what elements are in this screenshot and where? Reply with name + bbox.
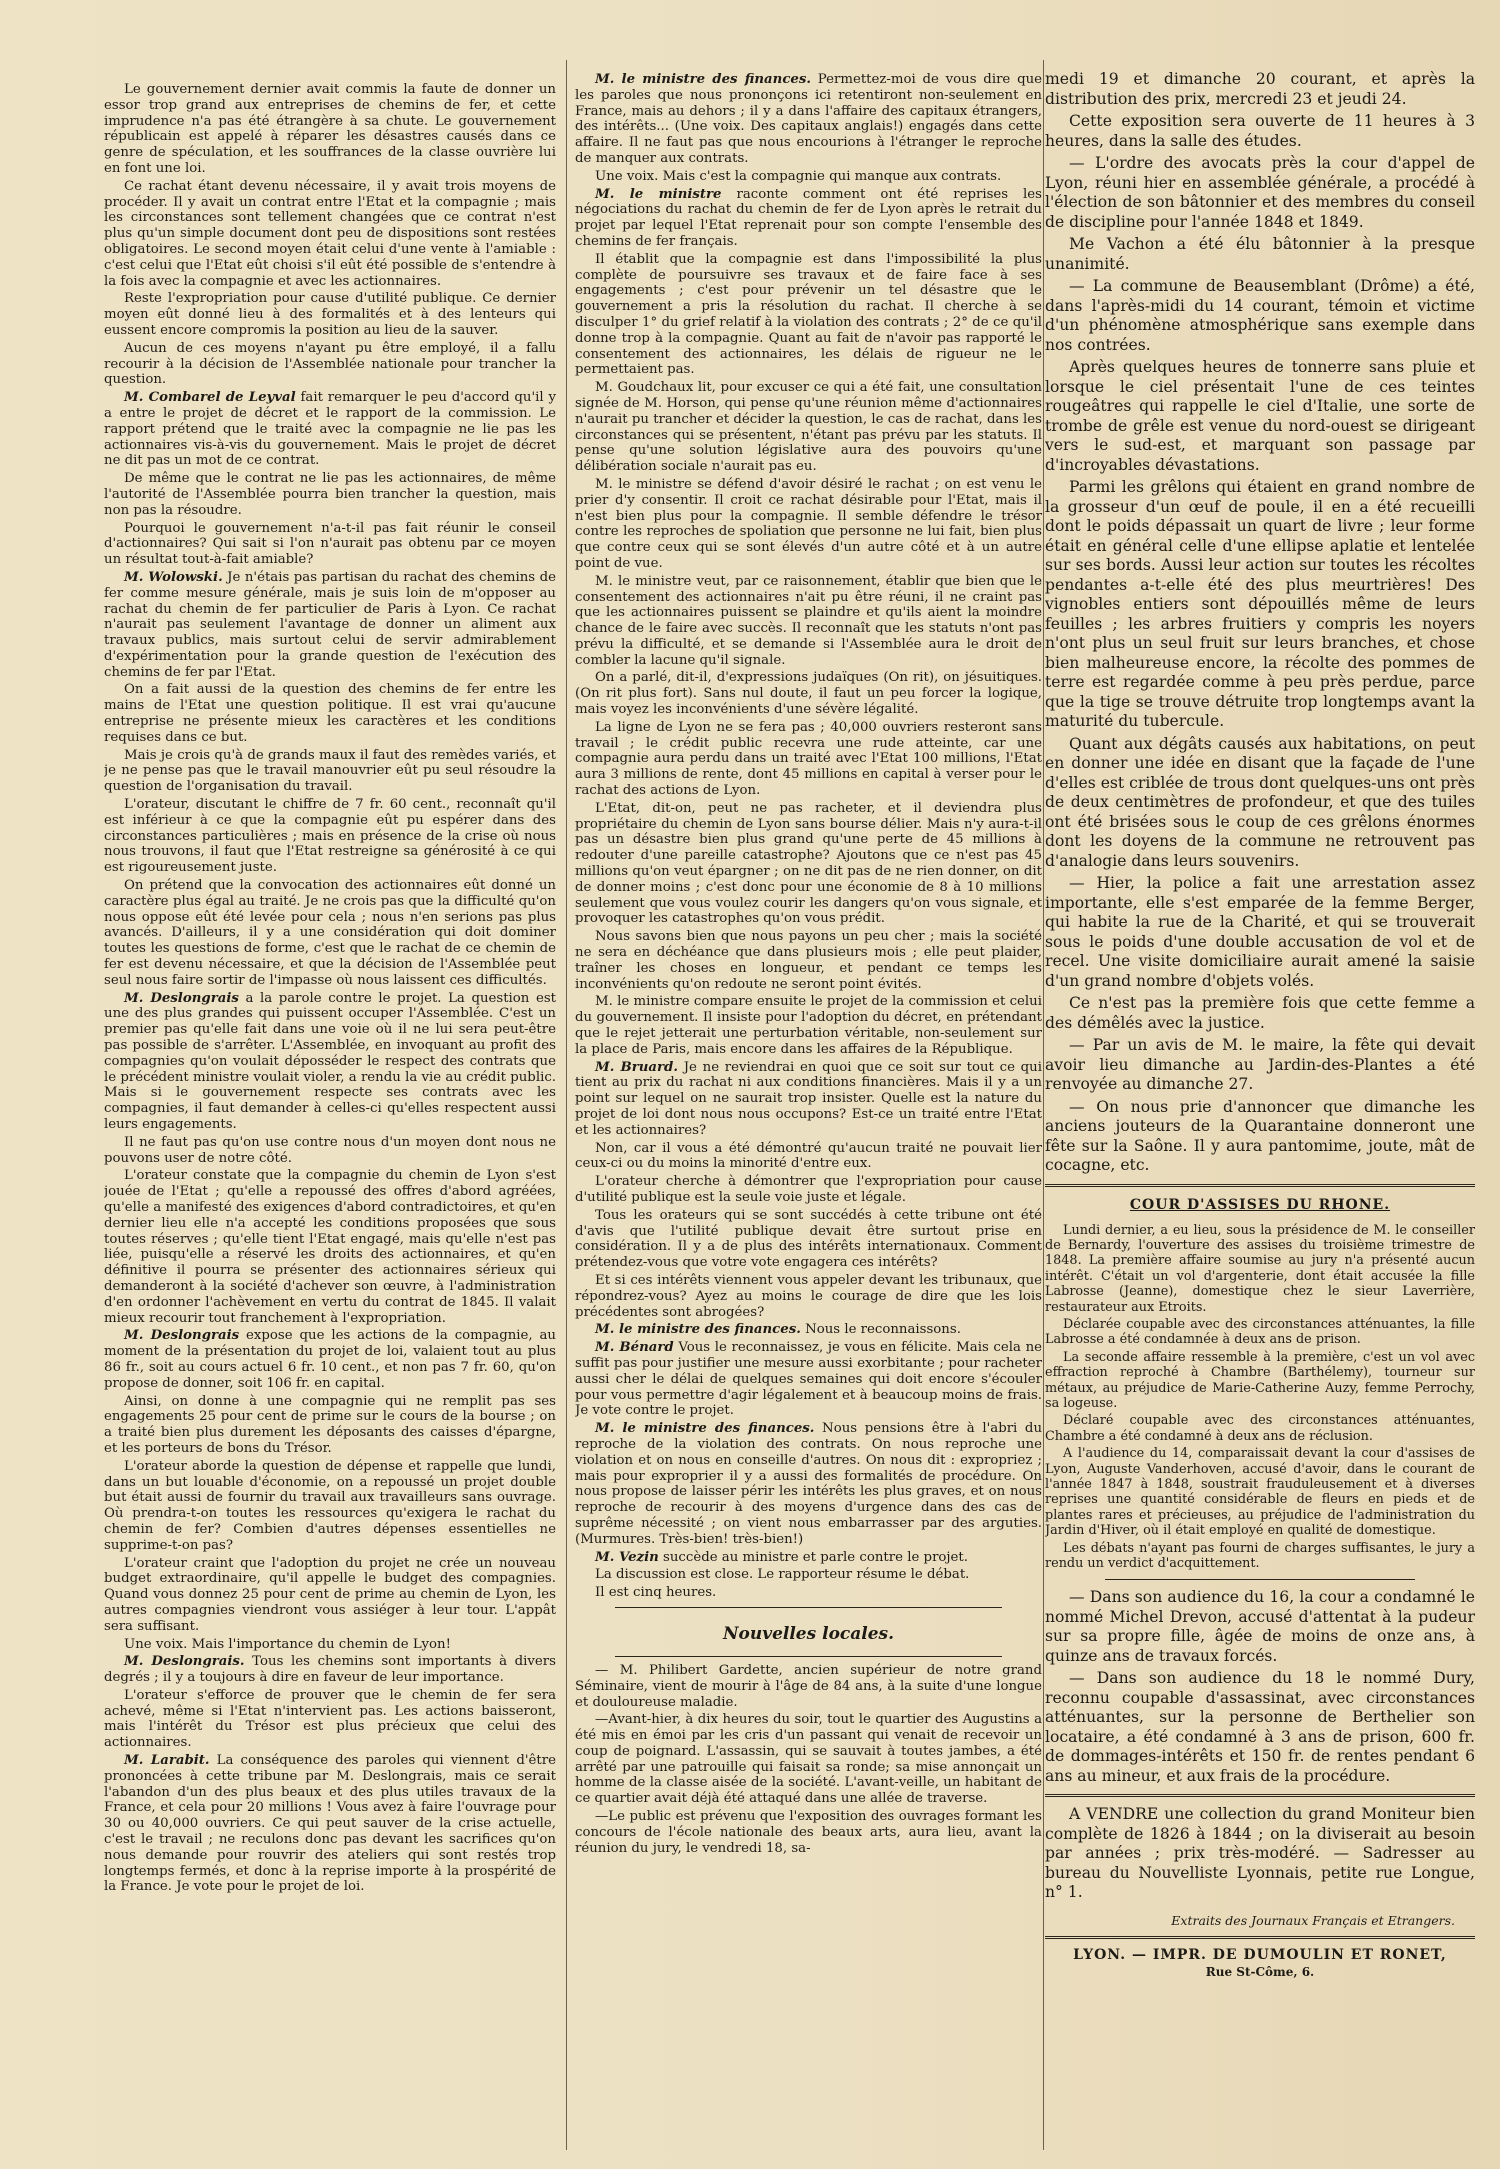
article-paragraph xyxy=(575,1567,1042,1583)
advertisement: A VENDRE une collection du grand Moniteur bien complète de 1826 à 1844 ; on la diviserait au besoin par années ; prix très-modéré. — Sadresser au bureau du Nouvelliste Lyonnais, petite rue Longue, n° 1. xyxy=(1045,1805,1475,1902)
paragraph-text: Ce n'est pas la première fois que cette femme a des démêlés avec la justice. xyxy=(1045,994,1475,1032)
paragraph-text: On a parlé, dit-il, d'expressions judaïques (On rit), on jésuitiques. (On rit plus fort). Sans nul doute, il faut un peu forcer la logique, mais voyez les inconvénients d'une sévère légalité. xyxy=(575,670,1042,718)
paragraph-text: La seconde affaire ressemble à la première, c'est un vol avec effraction reproché à Chambre (Barthélemy), tourneur sur métaux, au préjudice de Marie-Catherine Auzy, femme Perrochy, sa logeuse. xyxy=(1045,1349,1475,1411)
speaker-name: M. le ministre xyxy=(595,186,722,202)
paragraph-text: L'orateur cherche à démontrer que l'expropriation pour cause d'utilité publique est la seule voie juste et légale. xyxy=(575,1174,1042,1205)
article-paragraph xyxy=(104,179,556,290)
paragraph-text: On a fait aussi de la question des chemins de fer entre les mains de l'Etat une question politique. Il est vrai qu'aucune entreprise ne présente mieux les caractères et les conditions requises dans ce but. xyxy=(104,682,556,745)
article-paragraph xyxy=(575,1809,1042,1856)
article-paragraph xyxy=(104,570,556,681)
paragraph-text: — Dans son audience du 16, la cour a condamné le nommé Michel Drevon, accusé d'attentat à la pudeur sur sa propre fille, âgée de moins de onze ans, à quinze ans de travaux forcés. xyxy=(1045,1588,1475,1665)
article-paragraph xyxy=(104,291,556,338)
section-divider xyxy=(1105,1579,1415,1580)
article-paragraph xyxy=(104,1135,556,1167)
article-paragraph xyxy=(575,720,1042,799)
speaker-name: M. Deslongrais xyxy=(124,1328,240,1344)
paragraph-text: Une voix. Mais l'importance du chemin de Lyon! xyxy=(124,1636,451,1652)
paragraph-text: L'orateur craint que l'adoption du projet ne crée un nouveau budget extraordinaire, qu'il appelle le budget des compagnies. Quand vous donnez 25 pour cent de prime au chemin de Lyon, les autres compagnies viendront vous assiéger à leur tour. L'appât sera suffisant. xyxy=(104,1555,556,1634)
paragraph-text: M. le ministre compare ensuite le projet de la commission et celui du gouvernement. Il insiste pour l'adoption du décret, en prétendant que le rejet jetterait une perturbation véritable, non-seulement sur la place de Paris, mais encore dans les affaires de la République. xyxy=(575,994,1042,1057)
speaker-name: M. Bruard. xyxy=(595,1059,678,1075)
article-paragraph xyxy=(1045,478,1475,732)
article-paragraph xyxy=(104,1556,556,1635)
paragraph-text: a la parole contre le projet. La question est une des plus grandes qui puissent occuper l'Assemblée. C'est un premier pas qu'elle fait dans une voie où il ne lui sera peut-être pas possible de s'arrêter. L'Assemblée, en invoquant au profit des compagnies qu'on voulait déposséder le respect des contrats que le précédent ministre voulait violer, a rendu la vie au crédit public. Mais si le gouvernement respecte ses contrats avec les compagnies, il faut demander à celles-ci qu'elles respectent aussi leurs engagements. xyxy=(104,990,556,1132)
section-divider xyxy=(1045,1936,1475,1939)
paragraph-text: Vous le reconnaissez, je vous en félicite. Mais cela ne suffit pas pour justifier une mesure aussi exorbitante ; pour racheter aussi cher le délai de quelques semaines qui doit encore s'écouler pour vous permettre d'agir légalement et à beaucoup moins de frais. Je vote contre le projet. xyxy=(575,1340,1042,1419)
court-heading: COUR D'ASSISES DU RHONE. xyxy=(1129,1196,1391,1213)
speaker-name: M. Bénard xyxy=(595,1340,674,1356)
paragraph-text: —Avant-hier, à dix heures du soir, tout le quartier des Augustins a été mis en émoi par les cris d'un passant qui venait de recevoir un coup de poignard. L'assassin, qui se sauvait à toutes jambes, a été arrêté par une patrouille qui faisait sa ronde; sa mise annonçait un homme de la classe aisée de la société. L'avant-veille, un habitant de ce quartier avait déjà été attaqué dans une allée de traverse. xyxy=(575,1712,1042,1807)
article-paragraph xyxy=(575,1322,1042,1338)
paragraph-text: De même que le contrat ne lie pas les actionnaires, de même l'autorité de l'Assemblée pourra bien trancher la question, mais non pas la résoudre. xyxy=(104,471,556,518)
paragraph-text: succède au ministre et parle contre le projet. xyxy=(658,1549,968,1565)
column-divider xyxy=(566,60,567,2150)
article-paragraph xyxy=(575,380,1042,475)
court-reports xyxy=(1045,1223,1475,1572)
paragraph-text: — Par un avis de M. le maire, la fête qui devait avoir lieu dimanche au Jardin-des-Plantes a été renvoyée au dimanche 27. xyxy=(1045,1036,1475,1093)
paragraph-text: Je ne reviendrai en quoi que ce soit sur tout ce qui tient au prix du rachat ni aux conditions financières. Mais il y a un point sur lequel on ne saurait trop insister. Quelle est la nature du projet de loi dont nous nous occupons? Est-ce un traité entre l'Etat et les actionnaires? xyxy=(575,1059,1042,1138)
local-news-continued xyxy=(1045,70,1475,1176)
article-paragraph xyxy=(104,82,556,177)
article-paragraph xyxy=(1045,994,1475,1033)
article-paragraph xyxy=(575,1663,1042,1710)
article-paragraph xyxy=(1045,1223,1475,1315)
article-paragraph xyxy=(575,72,1042,167)
paragraph-text: Ce rachat étant devenu nécessaire, il y avait trois moyens de procéder. Il y avait un contrat entre l'Etat et la compagnie ; mais les circonstances sont tellement changées que ce contrat n'est plus qu'un simple document dont peu de dispositions sont restées obligatoires. Le second moyen était celui d'une vente à l'amiable : c'est celui que l'Etat eût choisi s'il eût été possible de s'entendre à la fois avec la compagnie et avec les actionnaires. xyxy=(104,178,556,289)
column-divider xyxy=(1043,60,1044,2150)
article-paragraph xyxy=(575,1273,1042,1320)
article-paragraph xyxy=(104,991,556,1133)
paragraph-text: Il est cinq heures. xyxy=(595,1585,717,1601)
speaker-name: M. Deslongrais. xyxy=(124,1654,245,1670)
paragraph-text: On prétend que la convocation des actionnaires eût donné un caractère plus égal au traité. Je ne crois pas que la difficulté qu'on nous oppose eût été levée pour cela ; nous n'en serions pas plus avancés. D'ailleurs, il y a une considération qui doit dominer toutes les questions de forme, c'est que le rachat de ce chemin de fer est devenu nécessaire, et que la décision de l'Assemblée peut seul nous faire sortir de l'impasse où nous laissent ces difficultés. xyxy=(104,878,556,988)
speaker-name: M. le ministre des finances. xyxy=(595,1322,801,1338)
paragraph-text: La discussion est close. Le rapporteur résume le débat. xyxy=(595,1567,970,1583)
paragraph-text: Tous les orateurs qui se sont succédés à cette tribune ont été d'avis que l'utilité publique devait être surtout prise en considération. Il y a de plus des intérêts internationaux. Comment prétendez-vous que votre vote engagera ces intérêts? xyxy=(575,1207,1042,1271)
printer-address: Rue St-Côme, 6. xyxy=(1205,1964,1315,1979)
paragraph-text: Déclarée coupable avec des circonstances atténuantes, la fille Labrosse a été condamnée à deux ans de prison. xyxy=(1045,1316,1475,1348)
paragraph-text: M. le ministre se défend d'avoir désiré le rachat ; on est venu le prier d'y consentir. Il croit ce rachat désirable pour l'Etat, mais il n'est bien plus pour la compagnie. Il semble défendre le trésor contre les reproches de spoliation que personne ne lui fait, bien plus que contre ceux qui se sont élevés d'un autre côté et à un autre point de vue. xyxy=(575,476,1042,571)
paragraph-text: Lundi dernier, a eu lieu, sous la présidence de M. le conseiller de Bernardy, l'ouverture des assises du troisième trimestre de 1848. La première affaire soumise au jury n'a présenté aucun intérêt. C'était un vol d'argenterie, dont était accusée la fille Labrosse (Jeanne), domestique chez le sieur Laverrière, restaurateur aux Etroits. xyxy=(1045,1222,1475,1315)
article-paragraph xyxy=(104,521,556,568)
local-news xyxy=(575,1663,1042,1857)
article-paragraph xyxy=(575,477,1042,572)
article-paragraph xyxy=(575,187,1042,250)
paragraph-text: M. Goudchaux lit, pour excuser ce qui a été fait, une consultation signée de M. Horson, qui pense qu'une réunion même d'actionnaires n'aurait pu trancher et décider la question, le cas de rachat, dans les circonstances qui se présentent, n'étant pas prévu par les statuts. Il pense qu'une solution législative aura des pouvoirs qu'une délibération sociale n'aurait pas eu. xyxy=(575,380,1042,475)
paragraph-text: L'orateur, discutant le chiffre de 7 fr. 60 cent., reconnaît qu'il est inférieur à ce que la compagnie eût pu espérer dans des circonstances particulières ; mais en présence de la crise où nous nous trouvons, il faut que l'Etat restreigne sa générosité à ce qui est rigoureusement juste. xyxy=(104,797,556,876)
article-paragraph xyxy=(1045,1588,1475,1666)
paragraph-text: Une voix. Mais c'est la compagnie qui manque aux contrats. xyxy=(595,168,1002,184)
section-divider xyxy=(615,1656,1002,1657)
paragraph-text: Permettez-moi de vous dire que les paroles que nous prononçons ici retentiront non-seulement en France, mais au dehors ; il y a dans l'affaire des capitaux étrangers, des intérêts... (Une voix. Des capitaux anglais!) engagés dans cette affaire. Il ne faut pas que nous encourions à l'étranger le reproche de manquer aux contrats. xyxy=(575,72,1042,166)
paragraph-text: Il ne faut pas qu'on use contre nous d'un moyen dont nous ne pouvons user de notre côté. xyxy=(104,1134,556,1166)
article-paragraph xyxy=(575,574,1042,669)
speaker-name: M. le ministre des finances. xyxy=(595,1421,815,1437)
paragraph-text: Les débats n'ayant pas fourni de charges suffisantes, le jury a rendu un verdict d'acquittement. xyxy=(1045,1540,1475,1572)
paragraph-text: Et si ces intérêts viennent vous appeler devant les tribunaux, que répondrez-vous? Ayez au moins le courage de dire que les lois précédentes sont abrogées? xyxy=(575,1272,1042,1320)
paragraph-text: A l'audience du 14, comparaissait devant la cour d'assises de Lyon, Auguste Vanderhoven, accusé d'avoir, dans le courant de l'année 1847 à 1848, soustrait frauduleusement et à diverses reprises une quantité considérable de fleurs en pieds et de plantes rares et précieuses, au préjudice de l'administration du Jardin d'Hiver, où il était employé en qualité de domestique. xyxy=(1045,1446,1475,1539)
paragraph-text: raconte comment ont été reprises les négociations du rachat du chemin de fer de Lyon après le retrait du projet par lequel l'Etat reprenait pour son compte l'ensemble des chemins de fer français. xyxy=(575,186,1042,249)
paragraph-text: Après quelques heures de tonnerre sans pluie et lorsque le ciel présentait l'une de ces teintes rougeâtres qui rappelle le ciel d'Italie, une sorte de trombe de grêle est venue du nord-ouest se dirigeant vers le sud-est, et marquant son passage par d'incroyables dévastations. xyxy=(1045,358,1475,474)
section-divider xyxy=(1045,1794,1475,1797)
paragraph-text: — L'ordre des avocats près la cour d'appel de Lyon, réuni hier en assemblée générale, a procédé à l'élection de son bâtonnier et des membres du conseil de discipline pour l'année 1848 et 1849. xyxy=(1045,154,1475,231)
paragraph-text: Mais je crois qu'à de grands maux il faut des remèdes variés, et je ne pense pas que le travail manouvrier eût pu seul résoudre la question de l'organisation du travail. xyxy=(104,747,556,795)
paragraph-text: — Hier, la police a fait une arrestation assez importante, elle s'est emparée de la femme Berger, qui habite la rue de la Charité, et qui se trouverait sous le poids d'une double accusation de vol et de recel. Une visite domiciliaire aurait amené la saisie d'un grand nombre d'objets volés. xyxy=(1045,874,1475,990)
article-paragraph xyxy=(575,169,1042,185)
article-paragraph xyxy=(104,1394,556,1457)
paragraph-text: Parmi les grêlons qui étaient en grand nombre de la grosseur d'un œuf de poule, il en a été recueilli dont le poids dépassait un quart de livre ; leur forme était en général celle d'une ellipse aplatie et lentelée sur ses bords. Aussi leur action sur toutes les récoltes pendantes a-t-elle été des plus meurtrières! Des vignobles entiers sont dépouillés même de leurs feuilles ; les arbres fruitiers y compris les noyers n'ont plus un seul fruit sur leurs branches, et chose bien malheureuse encore, la récolte des pommes de terre est regardée comme à peu près perdue, parce que la tige se trouve détruite trop longtemps avant la maturité du tubercule. xyxy=(1045,478,1475,730)
article-paragraph xyxy=(575,929,1042,992)
article-paragraph xyxy=(1045,1036,1475,1095)
paragraph-text: M. le ministre veut, par ce raisonnement, établir que bien que le consentement des actionnaires n'ait pu être réuni, il ne craint pas que les actionnaires puissent se plaindre et qu'ils aient la moindre chance de le faire avec succès. Il reconnaît que les statuts n'ont pas prévu la difficulté, et se demande si l'Assemblée aura le droit de combler la lacune qu'il signale. xyxy=(575,573,1042,668)
paragraph-text: Me Vachon a été élu bâtonnier à la presque unanimité. xyxy=(1045,235,1475,273)
paragraph-text: Nous pensions être à l'abri du reproche de la violation des contrats. On nous reproche une violation et on nous en conseille d'autres. On nous dit : expropriez ; mais pour exproprier il y a aussi des formalités de procédure. On nous propose de laisser périr les intérêts les plus graves, et on nous reproche de recourir à des moyens d'urgence dans des cas de suprême nécessité ; on vient nous embarrasser par des arguties. (Murmures. Très-bien! très-bien!) xyxy=(575,1421,1042,1547)
speaker-name: M. Vezin xyxy=(595,1549,659,1565)
article-paragraph xyxy=(1045,358,1475,475)
paragraph-text: — La commune de Beausemblant (Drôme) a été, dans l'après-midi du 14 courant, témoin et victime d'un phénomène atmosphérique sans exemple dans nos contrées. xyxy=(1045,277,1475,354)
paragraph-text: Nous savons bien que nous payons un peu cher ; mais la société ne sera en déchéance que dans plusieurs mois ; elle peut plaider, traîner les choses en longueur, et pendant ce temps les inconvénients qu'on redoute ne seront point évités. xyxy=(575,929,1042,992)
extract-note: Extraits des Journaux Français et Etrangers. xyxy=(1171,1912,1455,1928)
article-paragraph xyxy=(1045,1669,1475,1786)
section-divider xyxy=(1045,1184,1475,1187)
paragraph-text: — Dans son audience du 18 le nommé Dury, reconnu coupable d'assassinat, avec circonstances atténuantes, sur la personne de Berthelier son locataire, a été condamné à 3 ans de prison, 600 fr. de dommages-intérêts et 150 fr. de rentes pendant 6 ans au mineur, et aux frais de la procédure. xyxy=(1045,1669,1475,1785)
paragraph-text: Le gouvernement dernier avait commis la faute de donner un essor trop grand aux entreprises de chemins de fer, et cette imprudence n'a pas été étrangère à sa chute. Le gouvernement républicain est appelé à réparer les désastres causés dans ce genre de spéculation, et les souffrances de la classe ouvrière lui en font une loi. xyxy=(104,82,556,176)
article-paragraph xyxy=(104,341,556,388)
paragraph-text: Pourquoi le gouvernement n'a-t-il pas fait réunir le conseil d'actionnaires? Qui sait si l'on n'aurait pas obtenu par ce moyen un résultat tout-à-fait amiable? xyxy=(104,520,556,568)
paragraph-text: L'orateur aborde la question de dépense et rappelle que lundi, dans un but louable d'économie, on a repoussé un projet double but était aussi de fournir du travail aux travailleurs sans ouvrage. Où prendra-t-on toutes les ressources qu'exigera le rachat du chemin de fer? Combien d'autres dépenses essentielles ne supprime-t-on pas? xyxy=(104,1458,556,1553)
article-paragraph xyxy=(575,1340,1042,1419)
article-paragraph xyxy=(1045,1098,1475,1176)
article-paragraph xyxy=(575,670,1042,717)
paragraph-text: Je n'étais pas partisan du rachat des chemins de fer comme mesure générale, mais je suis loin de m'opposer au rachat du chemin de fer particulier de Paris à Lyon. Ce rachat n'aurait pas seulement l'avantage de donner un aliment aux travaux publics, mais surtout celui de servir admirablement d'expérimentation pour la grande question de l'exécution des chemins de fer par l'Etat. xyxy=(104,569,556,680)
section-divider xyxy=(615,1607,1002,1608)
paragraph-text: L'Etat, dit-on, peut ne pas racheter, et il deviendra plus propriétaire du chemin de Lyon sans bourse délier. Mais n'y aura-t-il pas un désastre bien plus grand qu'une perte de 45 millions à redouter d'une pareille catastrophe? Ajoutons que ce n'est pas 45 millions qu'on veut épargner ; on ne dit pas de ne rien donner, on dit de donner moins ; c'est donc pour une économie de 8 à 10 millions seulement que vous voulez courir les dangers qu'on vous signale, et provoquer les catastrophes qu'on vous prédit. xyxy=(575,800,1042,927)
printer-imprint: LYON. — IMPR. DE DUMOULIN ET RONET, xyxy=(1073,1946,1447,1963)
article-paragraph xyxy=(104,878,556,989)
article-paragraph xyxy=(104,1637,556,1653)
article-paragraph xyxy=(104,682,556,745)
paragraph-text: Tous les chemins sont importants à divers degrés ; il y a toujours à dire en faveur de leur importance. xyxy=(104,1654,556,1686)
column-right xyxy=(1045,70,1475,1979)
article-paragraph xyxy=(575,1208,1042,1271)
paragraph-text: Déclaré coupable avec des circonstances atténuantes, Chambre a été condamné à deux ans de réclusion. xyxy=(1045,1413,1475,1444)
article-paragraph xyxy=(1045,1350,1475,1412)
paragraph-text: Reste l'expropriation pour cause d'utilité publique. Ce dernier moyen eût donné lieu à des formalités et à des lenteurs qui eussent encore compromis la position au lieu de la sauver. xyxy=(104,291,556,338)
article-paragraph xyxy=(575,1141,1042,1173)
article-paragraph xyxy=(1045,1413,1475,1444)
column-left xyxy=(104,82,556,1897)
article-paragraph xyxy=(104,390,556,469)
article-paragraph xyxy=(1045,1541,1475,1572)
article-paragraph xyxy=(104,1168,556,1326)
paragraph-text: fait remarquer le peu d'accord qu'il y a entre le projet de décret et le rapport de la commission. Le rapport prétend que le traité avec la compagnie ne lie pas les actionnaires vis-à-vis du gouvernement. Mais le projet de décret ne dit pas un mot de ce contrat. xyxy=(104,390,556,469)
speaker-name: M. le ministre des finances. xyxy=(595,72,811,87)
article-paragraph xyxy=(104,1688,556,1751)
article-paragraph xyxy=(575,801,1042,927)
paragraph-text: — M. Philibert Gardette, ancien supérieur de notre grand Séminaire, vient de mourir à l'âge de 84 ans, à la suite d'une longue et douloureuse maladie. xyxy=(575,1662,1042,1710)
column-middle xyxy=(575,72,1042,1858)
paragraph-text: L'orateur s'efforce de prouver que le chemin de fer sera achevé, même si l'Etat n'intervient pas. Les actions baisseront, mais l'intérêt du Trésor est plus précieux que celui des actionnaires. xyxy=(104,1687,556,1751)
article-paragraph xyxy=(575,994,1042,1057)
paragraph-text: Cette exposition sera ouverte de 11 heures à 3 heures, dans la salle des études. xyxy=(1045,112,1475,150)
article-paragraph xyxy=(1045,874,1475,991)
article-paragraph xyxy=(1045,235,1475,274)
paragraph-text: La conséquence des paroles qui viennent d'être prononcées à cette tribune par M. Deslongrais, mais ce serait l'abandon d'un des plus beaux et des plus utiles travaux de la France, et cela pour 20 millions ! Vous avez à faire l'ouvrage pour 30 ou 40,000 ouvriers. Ce qui peut sauver de la crise actuelle, c'est le travail ; ne reculons donc pas devant les sacrifices qu'on nous demande pour rouvrir des ateliers qui sont restés trop longtemps fermés, et donc à la reprise importe à la prospérité de la France. Je vote pour le projet de loi. xyxy=(104,1753,556,1895)
speaker-name: M. Combarel de Leyval xyxy=(124,390,296,406)
paragraph-text: —Le public est prévenu que l'exposition des ouvrages formant les concours de l'école nationale des beaux arts, aura lieu, avant la réunion du jury, le vendredi 18, sa- xyxy=(575,1809,1042,1856)
article-paragraph xyxy=(104,471,556,518)
article-paragraph xyxy=(104,1654,556,1686)
article-paragraph xyxy=(1045,277,1475,355)
speaker-name: M. Larabit. xyxy=(124,1753,210,1769)
article-paragraph xyxy=(575,1060,1042,1139)
article-paragraph xyxy=(1045,1317,1475,1348)
article-paragraph xyxy=(575,1712,1042,1807)
article-paragraph xyxy=(575,1550,1042,1566)
article-paragraph xyxy=(104,748,556,795)
assembly-debate xyxy=(575,72,1042,1601)
article-paragraph xyxy=(104,1753,556,1895)
article-paragraph xyxy=(104,1328,556,1391)
article-paragraph xyxy=(104,1459,556,1554)
article-paragraph xyxy=(1045,735,1475,872)
article-paragraph xyxy=(1045,70,1475,109)
local-news-heading: Nouvelles locales. xyxy=(722,1623,895,1644)
speaker-name: M. Wolowski. xyxy=(124,569,223,585)
court-sentences xyxy=(1045,1588,1475,1786)
article-paragraph xyxy=(1045,1446,1475,1538)
paragraph-text: expose que les actions de la compagnie, au moment de la présentation du projet de loi, valaient tout au plus 86 fr., soit au cours actuel 6 fr. 10 cent., et non pas 7 fr. 60, qu'on propose de donner, soit 106 fr. en capital. xyxy=(104,1328,556,1391)
paragraph-text: Nous le reconnaissons. xyxy=(800,1322,961,1338)
paragraph-text: — On nous prie d'annoncer que dimanche les anciens jouteurs de la Quarantaine donneront une fête sur la Saône. Il y aura pantomime, joute, mât de cocagne, etc. xyxy=(1045,1097,1475,1174)
paragraph-text: Il établit que la compagnie est dans l'impossibilité la plus complète de poursuivre ses travaux et de faire face à ses engagements ; c'est pour prévenir un tel désastre que le gouvernement a pris la résolution du rachat. Il cherche à se disculper 1° du grief relatif à la violation des contrats ; 2° de ce qu'il donne trop à la compagnie. Quant au fait de n'avoir pas rapporté le consentement des actionnaires, les délais de rigueur ne le permettaient pas. xyxy=(575,251,1042,378)
article-paragraph xyxy=(1045,154,1475,232)
paragraph-text: medi 19 et dimanche 20 courant, et après la distribution des prix, mercredi 23 et jeudi 24. xyxy=(1045,70,1475,108)
paragraph-text: Non, car il vous a été démontré qu'aucun traité ne pouvait lier ceux-ci ou du moins la minorité d'entre eux. xyxy=(575,1140,1042,1172)
article-paragraph xyxy=(575,1585,1042,1601)
article-paragraph xyxy=(575,252,1042,378)
article-paragraph xyxy=(575,1174,1042,1206)
paragraph-text: L'orateur constate que la compagnie du chemin de Lyon s'est jouée de l'Etat ; qu'elle a repoussé des offres d'abord agréées, qu'elle a manifesté des exigences d'abord contradictoires, et qu'en dernier lieu elle n'a accepté les conditions proposées que sous toutes réserves ; qu'elle tient l'Etat engagé, mais qu'elle n'est pas liée, puisqu'elle a réservé les droits des actionnaires, et qu'en définitive il pourra se présenter des actionnaires sérieux qui demanderont à la société d'achever son œuvre, à l'administration d'en ordonner l'achèvement en vertu du contrat de 1845. Il valait mieux recourir tout franchement à l'expropriation. xyxy=(104,1168,556,1326)
paragraph-text: Ainsi, on donne à une compagnie qui ne remplit pas ses engagements 25 pour cent de prime sur le cours de la bourse ; on a traité bien plus durement les déposants des caisses d'épargne, et les porteurs de bons du Trésor. xyxy=(104,1393,556,1456)
paragraph-text: Quant aux dégâts causés aux habitations, on peut en donner une idée en disant que la façade de l'une d'elles est criblée de trous dont quelques-uns ont près de deux centimètres de profondeur, et que des tuiles ont été brisées sous le coup de ces grêlons énormes dont les doyens de la commune ne retrouvent pas d'analogie dans leurs souvenirs. xyxy=(1045,734,1475,870)
speaker-name: M. Deslongrais xyxy=(124,990,239,1006)
paragraph-text: Aucun de ces moyens n'ayant pu être employé, il a fallu recourir à la décision de l'Assemblée nationale pour trancher la question. xyxy=(104,340,556,388)
article-paragraph xyxy=(104,797,556,876)
paragraph-text: La ligne de Lyon ne se fera pas ; 40,000 ouvriers resteront sans travail ; le crédit public recevra une rude atteinte, car une compagnie aura perdu dans un traité avec l'Etat 100 millions, l'Etat aura 3 millions de rente, dont 45 millions en capital à verser pour le rachat des actions de Lyon. xyxy=(575,719,1042,799)
article-paragraph xyxy=(575,1421,1042,1547)
article-paragraph xyxy=(1045,112,1475,151)
